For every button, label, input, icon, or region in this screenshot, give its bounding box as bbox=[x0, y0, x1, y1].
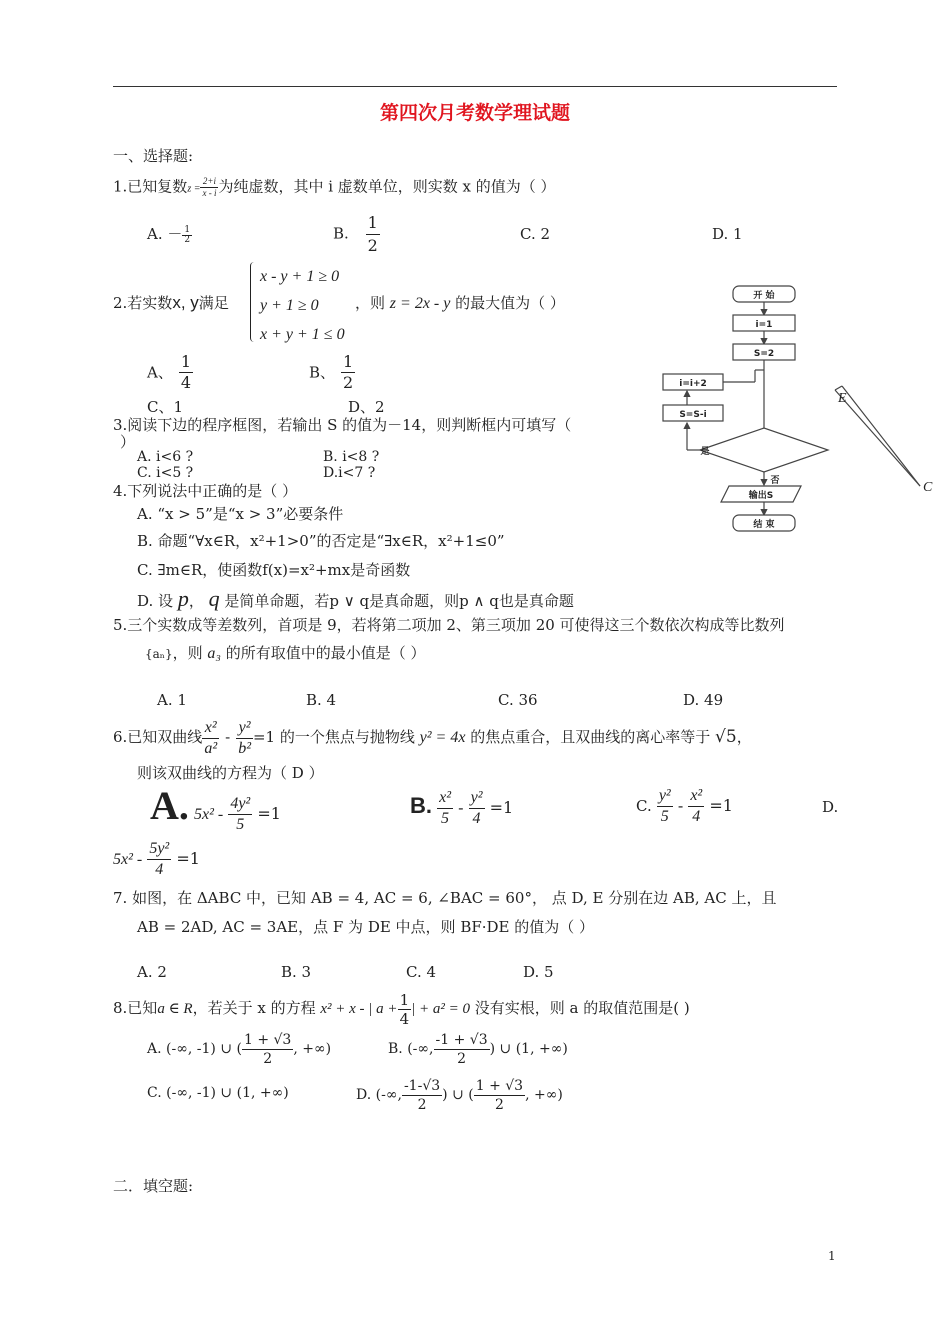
q5-option-a: A. 1 bbox=[157, 691, 187, 709]
q2-system-brace bbox=[250, 262, 257, 342]
section-2-heading: 二．填空题: bbox=[113, 1177, 194, 1195]
flow-output-label: 输出S bbox=[748, 491, 774, 501]
q4-option-d: D. 设 p， q 是简单命题，若p ∨ q是真命题，则p ∧ q也是真命题 bbox=[137, 586, 574, 611]
q3-option-c: C. i<5 ? bbox=[137, 465, 194, 481]
section-1-heading: 一、选择题: bbox=[113, 147, 194, 165]
q1-fraction: $\frac{2+i}{x - i}$ bbox=[202, 176, 217, 198]
q5-option-c: C. 36 bbox=[498, 691, 538, 709]
flow-decision-diamond bbox=[700, 428, 828, 472]
q4-option-b: B. 命题“∀x∈R，x²+1>0”的否定是“∃x∈R，x²+1≤0” bbox=[137, 532, 505, 550]
q1-option-a: A. － $\frac{1}{2}$ bbox=[147, 224, 191, 245]
q7-option-a: A. 2 bbox=[137, 963, 167, 981]
triangle-side-2 bbox=[835, 386, 842, 390]
q3-option-a: A. i<6 ? bbox=[137, 449, 194, 465]
point-c-label: C bbox=[923, 480, 933, 495]
q2-stem-a: 2.若实数x, y满足 bbox=[113, 293, 229, 312]
q1-a-fraction: $\frac{1}{2}$ bbox=[184, 224, 191, 245]
question-1 bbox=[113, 176, 556, 200]
q6-stem: 6.已知双曲线 $\frac{\text{x²}}{\text{a²}}$ - $\frac{\text{y²}}{\text{b²}}$ =1 的一个焦点与抛物线 y² = 4x 的焦点重合，且双曲线的离心率等于 √5， bbox=[113, 718, 752, 757]
flow-init-s-label: S=2 bbox=[753, 349, 775, 359]
point-e-label: E bbox=[838, 391, 847, 406]
q2-option-d: D、2 bbox=[348, 398, 385, 416]
q6-option-a: A. 5x² - $\frac{\text{4y²}}{5}$ =1 bbox=[150, 783, 281, 833]
flow-init-i-label: i=1 bbox=[755, 320, 773, 330]
q6-option-d-label: D. bbox=[822, 798, 839, 816]
flow-update-s-label: S=S-i bbox=[679, 410, 707, 420]
page-title: 第四次月考数学理试题 bbox=[379, 102, 570, 124]
q4-stem: 4.下列说法中正确的是（ ） bbox=[113, 482, 298, 500]
q4-option-a: A. “x > 5”是“x > 3”必要条件 bbox=[137, 505, 344, 523]
q1-option-d: D. 1 bbox=[712, 225, 743, 243]
q5-stem-2: {aₙ}，则 a₃ 的所有取值中的最小值是（ ） bbox=[145, 644, 426, 662]
q3-option-d: D.i<7 ? bbox=[323, 465, 376, 481]
q6-option-c: C. $\frac{\text{y²}}{5}$ - $\frac{\text{x²}}{4}$ =1 bbox=[636, 787, 733, 825]
q3-option-b: B. i<8 ? bbox=[323, 449, 380, 465]
q6-option-b: B. $\frac{\text{x²}}{5}$ - $\frac{\text{y²}}{4}$ =1 bbox=[410, 789, 514, 827]
triangle-side-1 bbox=[835, 390, 920, 486]
q7-line-1: 7. 如图，在 ΔABC 中，已知 AB = 4, AC = 6, ∠BAC = 60°， 点 D, E 分别在边 AB, AC 上，且 bbox=[113, 889, 777, 907]
q1-stem-b: 为纯虚数，其中 i 虚数单位，则实数 x 的值为（ ） bbox=[218, 177, 556, 196]
q7-option-c: C. 4 bbox=[406, 963, 437, 981]
q1-option-b: B. $\frac{1}{2}$ bbox=[333, 213, 378, 255]
triangle-side-3 bbox=[842, 386, 920, 486]
page-number: 1 bbox=[828, 1249, 836, 1263]
flow-end-label: 结 束 bbox=[753, 520, 775, 530]
header-rule bbox=[113, 86, 837, 87]
q2-stem-b: ，则 z = 2x - y 的最大值为（ ） bbox=[355, 294, 565, 312]
q1-stem-a: 1.已知复数 bbox=[113, 177, 188, 196]
flow-yes-label: 是 bbox=[700, 447, 710, 457]
q6-stem-2: 则该双曲线的方程为（ D ） bbox=[137, 764, 324, 782]
q8-option-d: D. (-∞, $\frac{-1-√3}{2}$ ) ∪ ( $\frac{1 + √3}{2}$ , +∞) bbox=[356, 1077, 563, 1113]
q7-line-2: AB = 2AD, AC = 3AE，点 F 为 DE 中点，则 BF·DE 的值为（ ） bbox=[137, 918, 595, 936]
flow-increment-label: i=i+2 bbox=[679, 379, 707, 389]
q5-option-b: B. 4 bbox=[306, 691, 337, 709]
q3-stem-close: ） bbox=[120, 433, 136, 451]
q5-option-d: D. 49 bbox=[683, 691, 724, 709]
q7-option-b: B. 3 bbox=[281, 963, 312, 981]
q1-z: z = bbox=[187, 183, 201, 195]
q1-option-c: C. 2 bbox=[520, 225, 551, 243]
q2-option-c: C、1 bbox=[147, 398, 184, 416]
q2-constraints: x - y + 1 ≥ 0 y + 1 ≥ 0 x + y + 1 ≤ 0 bbox=[260, 268, 345, 343]
q6-option-d: 5x² - $\frac{\text{5y²}}{4}$ =1 bbox=[113, 840, 200, 878]
q8-option-c: C. (-∞, -1) ∪ (1, +∞) bbox=[147, 1085, 289, 1101]
q4-option-c: C. ∃m∈R，使函数f(x)=x²+mx是奇函数 bbox=[137, 561, 411, 579]
q8-stem: 8.已知a ∈ R，若关于 x 的方程 x² + x - | a + $\frac{1}{4}$ | + a² = 0 没有实根，则 a 的取值范围是( ) bbox=[113, 990, 690, 1028]
flow-start-label: 开 始 bbox=[753, 291, 775, 301]
q8-option-b: B. (-∞, $\frac{-1 + √3}{2}$ ) ∪ (1, +∞) bbox=[388, 1031, 568, 1067]
q5-stem: 5.三个实数成等差数列，首项是 9，若将第二项加 2、第三项加 20 可使得这三个数依次构成等比数列 bbox=[113, 616, 785, 634]
flowchart-figure bbox=[655, 278, 945, 548]
q2-option-b: B、 $\frac{1}{2}$ bbox=[309, 352, 354, 392]
q1-b-fraction: $\frac{1}{2}$ bbox=[367, 213, 378, 255]
q7-option-d: D. 5 bbox=[523, 963, 554, 981]
q2-option-a: A、 $\frac{1}{4}$ bbox=[147, 352, 192, 392]
q3-stem: 3.阅读下边的程序框图，若输出 S 的值为－14，则判断框内可填写（ bbox=[113, 416, 572, 434]
q8-option-a: A. (-∞, -1) ∪ ( $\frac{1 + √3}{2}$ , +∞) bbox=[147, 1031, 332, 1067]
flow-no-label: 否 bbox=[770, 476, 780, 486]
